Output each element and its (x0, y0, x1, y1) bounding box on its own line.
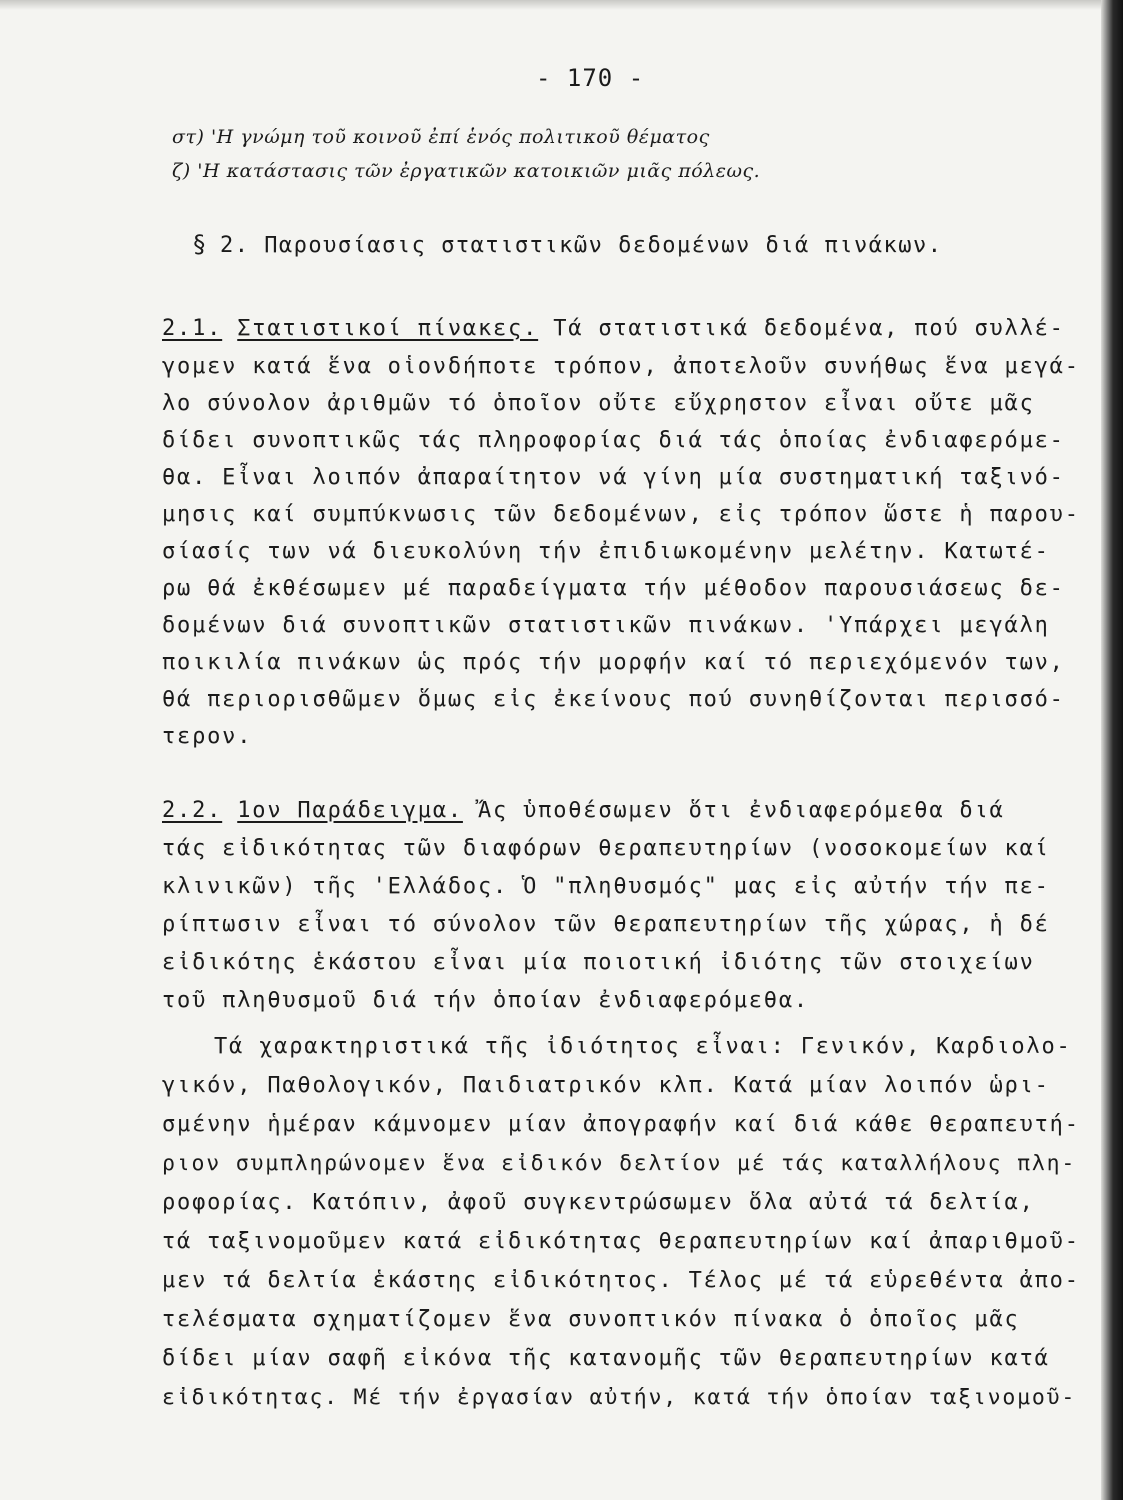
paragraph-text: Ἄς ὑποθέσωμεν ὅτι ἐνδιαφερόμεθα διά (477, 798, 1005, 823)
text-line: γομεν κατά ἕνα οἱονδήποτε τρόπον, ἀποτελοῦν συνήθως ἕνα μεγά- (162, 354, 1080, 379)
text-line: μησις καί συμπύκνωσις τῶν δεδομένων, εἰς τρόπον ὥστε ἡ παρου- (162, 502, 1080, 527)
text-line: εἰδικότης ἑκάστου εἶναι μία ποιοτική ἰδιότης τῶν στοιχείων (162, 950, 1035, 975)
list-item (172, 126, 710, 148)
text-line: δίδει μίαν σαφῆ εἰκόνα τῆς κατανομῆς τῶν θεραπευτηρίων κατά (162, 1346, 1050, 1371)
text-line: τά ταξινομοῦμεν κατά εἰδικότητας θεραπευτηρίων καί ἀπαριθμοῦ- (162, 1229, 1080, 1254)
subsection-title: 1ον Παράδειγμα. (237, 798, 463, 823)
subsection-title: Στατιστικοί πίνακες. (237, 316, 539, 341)
page-top-shadow (0, 0, 1123, 10)
list-text: 'Η κατάστασις τῶν ἐργατικῶν κατοικιῶν μιᾶς πόλεως. (197, 160, 761, 182)
text-line: δίδει συνοπτικῶς τάς πληροφορίας διά τάς ὁποίας ἐνδιαφερόμε- (162, 428, 1065, 453)
text-line: ρίπτωσιν εἶναι τό σύνολον τῶν θεραπευτηρίων τῆς χώρας, ἡ δέ (162, 912, 1050, 937)
section-title: 2. Παρουσίασις στατιστικῶν δεδομένων διά πινάκων. (219, 233, 943, 258)
list-marker: στ) (172, 126, 205, 148)
text-line: δομένων διά συνοπτικῶν στατιστικῶν πινάκων. 'Υπάρχει μεγάλη (162, 613, 1050, 638)
page-right-edge (1101, 0, 1123, 1500)
text-line: κλινικῶν) τῆς 'Ελλάδος. Ὁ "πληθυσμός" μας εἰς αὐτήν τήν πε- (162, 874, 1050, 899)
text-line: θά περιορισθῶμεν ὅμως εἰς ἐκείνους πού συνηθίζονται περισσό- (162, 687, 1065, 712)
text-line: σμένην ἡμέραν κάμνομεν μίαν ἀπογραφήν καί διά κάθε θεραπευτή- (162, 1112, 1080, 1137)
text-line: τελέσματα σχηματίζομεν ἕνα συνοπτικόν πίνακα ὁ ὁποῖος μᾶς (162, 1307, 1020, 1332)
text-line: θα. Εἶναι λοιπόν ἀπαραίτητον νά γίνη μία συστηματική ταξινό- (162, 465, 1065, 490)
section-heading (192, 230, 942, 258)
text-line: τοῦ πληθυσμοῦ διά τήν ὁποίαν ἐνδιαφερόμεθα. (162, 988, 809, 1013)
list-marker: ζ) (172, 160, 191, 182)
text-line: τάς εἰδικότητας τῶν διαφόρων θεραπευτηρίων (νοσοκομείων καί (162, 836, 1050, 861)
text-line: γικόν, Παθολογικόν, Παιδιατρικόν κλπ. Κατά μίαν λοιπόν ὡρι- (162, 1073, 1050, 1098)
text-line: σίασίς των νά διευκολύνη τήν ἐπιδιωκομένην μελέτην. Κατωτέ- (162, 539, 1050, 564)
text-line: λο σύνολον ἀριθμῶν τό ὁποῖον οὔτε εὔχρηστον εἶναι οὔτε μᾶς (162, 391, 1035, 416)
subsection-number: 2.1. (162, 316, 223, 341)
subsection-number: 2.2. (162, 798, 223, 823)
text-line: Τά χαρακτηριστικά τῆς ἰδιότητος εἶναι: Γενικόν, Καρδιολο- (214, 1034, 1072, 1059)
text-line (162, 314, 1065, 344)
text-line (162, 796, 1005, 826)
text-line: μεν τά δελτία ἑκάστης εἰδικότητος. Τέλος μέ τά εὑρεθέντα ἀπο- (162, 1268, 1080, 1293)
text-line: ρω θά ἐκθέσωμεν μέ παραδείγματα τήν μέθοδον παρουσιάσεως δε- (162, 576, 1065, 601)
page-number: - 170 - (536, 64, 645, 92)
text-line: εἰδικότητας. Μέ τήν ἐργασίαν αὐτήν, κατά τήν ὁποίαν ταξινομοῦ- (162, 1385, 1077, 1410)
list-item (172, 160, 760, 182)
text-line: ριον συμπληρώνομεν ἕνα εἰδικόν δελτίον μέ τάς καταλλήλους πλη- (162, 1151, 1077, 1176)
text-line: ροφορίας. Κατόπιν, ἀφοῦ συγκεντρώσωμεν ὅλα αὐτά τά δελτία, (162, 1190, 1035, 1215)
text-line: ποικιλία πινάκων ὡς πρός τήν μορφήν καί τό περιεχόμενόν των, (162, 650, 1065, 675)
paragraph-text: Τά στατιστικά δεδομένα, πού συλλέ- (553, 316, 1065, 341)
section-symbol: § (192, 230, 208, 258)
text-line: τερον. (162, 724, 253, 749)
list-text: 'Η γνώμη τοῦ κοινοῦ ἐπί ἑνός πολιτικοῦ θέματος (210, 126, 710, 148)
